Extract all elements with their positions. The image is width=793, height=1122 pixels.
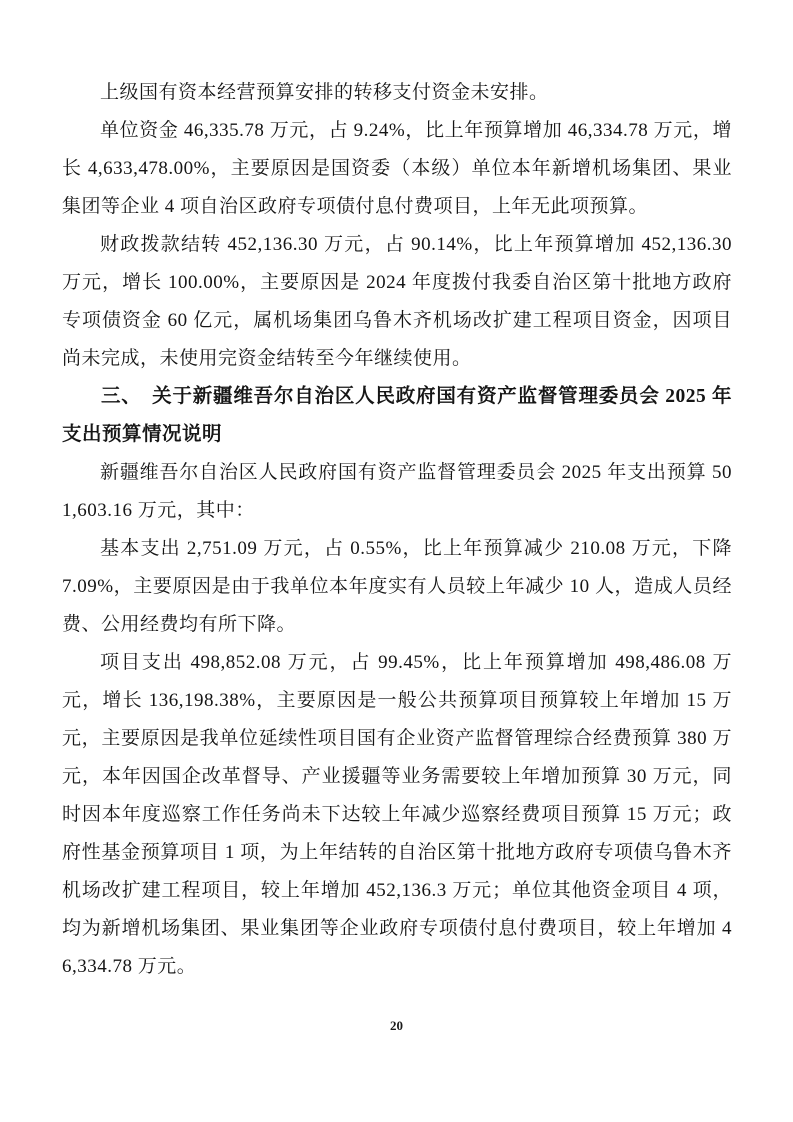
- paragraph-fiscal-carryover: 财政拨款结转 452,136.30 万元，占 90.14%，比上年预算增加 452,136.30 万元，增长 100.00%，主要原因是 2024 年度拨付我委自治区第十批地方政府专项债资金 60 亿元，属机场集团乌鲁木齐机场改扩建工程项目资金，因项目尚未完成，未使用完资金结转至今年继续使用。: [62, 234, 732, 369]
- paragraph-total-expenditure: 新疆维吾尔自治区人民政府国有资产监督管理委员会 2025 年支出预算 501,603.16 万元，其中：: [62, 462, 732, 521]
- section-heading: 三、 关于新疆维吾尔自治区人民政府国有资产监督管理委员会 2025 年支出预算情况说明: [62, 386, 732, 445]
- paragraph-project-expenditure: 项目支出 498,852.08 万元，占 99.45%，比上年预算增加 498,486.08 万元，增长 136,198.38%，主要原因是一般公共预算项目预算较上年增加 15 万元，主要原因是我单位延续性项目国有企业资产监督管理综合经费预算 380 万元，本年因国企改革督导、产业援疆等业务需要较上年增加预算 30 万元，同时因本年度巡察工作任务尚未下达较上年减少巡察经费项目预算 15 万元；政府性基金预算项目 1 项，为上年结转的自治区第十批地方政府专项债乌鲁木齐机场改扩建工程项目，较上年增加 452,136.3 万元；单位其他资金项目 4 项，均为新增机场集团、果业集团等企业政府专项债付息付费项目，较上年增加 46,334.78 万元。: [62, 652, 732, 977]
- page-number: 20: [390, 1018, 403, 1033]
- paragraph-transfer-funds: 上级国有资本经营预算安排的转移支付资金未安排。: [100, 82, 549, 103]
- paragraph-unit-funds: 单位资金 46,335.78 万元，占 9.24%，比上年预算增加 46,334.78 万元，增长 4,633,478.00%，主要原因是国资委（本级）单位本年新增机场集团、果业集团等企业 4 项自治区政府专项债付息付费项目，上年无此项预算。: [62, 120, 732, 217]
- paragraph-basic-expenditure: 基本支出 2,751.09 万元，占 0.55%，比上年预算减少 210.08 万元，下降 7.09%，主要原因是由于我单位本年度实有人员较上年减少 10 人，造成人员经费、公用经费均有所下降。: [62, 538, 732, 635]
- document-content: [62, 74, 732, 986]
